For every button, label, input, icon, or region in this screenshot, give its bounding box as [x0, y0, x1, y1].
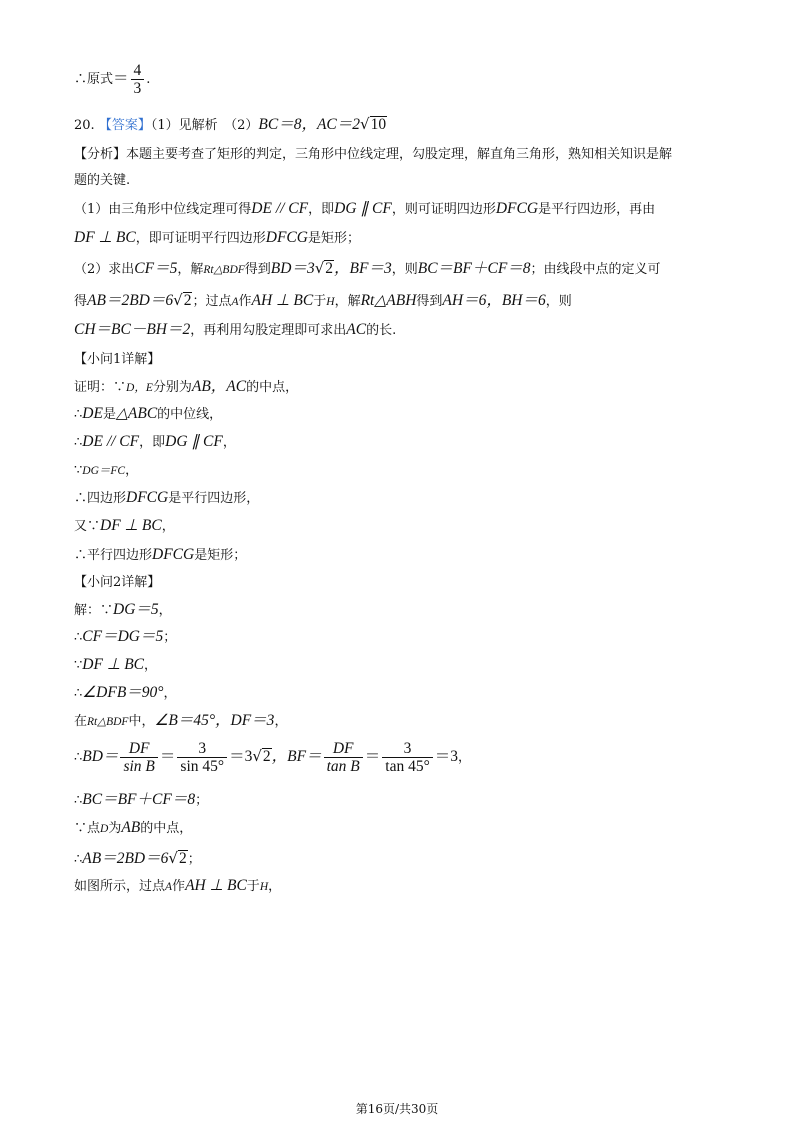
math: AB，AC — [191, 378, 247, 395]
math: BD＝3 — [270, 260, 315, 277]
math: BC＝BF＋CF＝8 — [82, 791, 196, 808]
sub2-line-1 — [74, 600, 172, 621]
math: DG ∥ CF — [334, 200, 392, 217]
part1-analysis-line-2 — [74, 228, 360, 249]
text: ∵点 — [74, 821, 101, 836]
text: 是矩形； — [307, 231, 360, 246]
sub1-line-4 — [74, 461, 138, 481]
result-fraction — [131, 62, 145, 97]
math: DE // CF — [251, 200, 309, 217]
fraction-numerator: DF — [128, 740, 150, 757]
math: ，BF＝ — [271, 748, 322, 765]
text: ， — [163, 686, 177, 701]
math: Rt△ABH — [360, 292, 417, 309]
math: CH＝BC－BH＝2 — [74, 321, 191, 338]
text: ，即可证明平行四边形 — [135, 231, 266, 246]
sub1-line-6 — [74, 516, 175, 537]
answer-text: （1）见解析 （2） — [150, 118, 259, 133]
text: ， — [222, 435, 236, 450]
text: ，则 — [391, 262, 418, 277]
text: 又∵ — [74, 519, 101, 534]
text: 证明：∵ — [74, 380, 127, 395]
text: ，再利用勾股定理即可求出 — [190, 323, 347, 338]
math: CF＝5 — [134, 260, 178, 277]
text: ， — [458, 750, 472, 765]
text: （1）由三角形中位线定理可得 — [74, 202, 252, 217]
math: DF ⊥ BC — [82, 656, 145, 673]
text: ；过点 — [192, 294, 232, 309]
sub2-line-4 — [74, 683, 177, 704]
answer-tag: 【答案】 — [98, 118, 151, 133]
fraction-numerator: 4 — [133, 62, 142, 79]
sqrt-value: 2 — [183, 292, 192, 309]
text: 作 — [238, 294, 252, 309]
sub2-title: 【小问2详解】 — [74, 575, 161, 590]
sub2-line-8 — [74, 818, 192, 839]
sub1-line-7 — [74, 545, 246, 566]
text: ， — [274, 714, 288, 729]
text: ∴四边形 — [74, 491, 127, 506]
text: ∴平行四边形 — [74, 548, 153, 563]
math: DF ⊥ BC — [74, 229, 136, 246]
text: ， — [125, 463, 139, 478]
text: ∴ — [74, 750, 83, 765]
math: H — [259, 881, 269, 893]
text: ∵ — [74, 658, 83, 673]
sqrt-icon: √ — [252, 747, 262, 765]
analysis-line-2: 题的关键. — [74, 173, 131, 188]
fraction — [120, 740, 157, 775]
fraction-denominator: tan 45° — [382, 757, 433, 775]
text: ∴ — [74, 435, 83, 450]
math: ＝3 — [434, 748, 459, 765]
text: 得到 — [244, 262, 271, 277]
text: 中， — [128, 714, 155, 729]
math: ∠DFB＝90° — [82, 684, 164, 701]
math: ＝3 — [229, 748, 253, 765]
math: BD＝ — [82, 748, 119, 765]
sqrt-value: 2 — [262, 748, 271, 765]
text: 解：∵ — [74, 603, 114, 618]
text: 的中位线， — [157, 407, 223, 422]
text: ，则 — [545, 294, 572, 309]
math: Rt△BDF — [203, 264, 245, 276]
text: 的长. — [366, 323, 397, 338]
result-label: ∴原式 — [74, 72, 114, 87]
fraction-denominator: sin 45° — [177, 757, 227, 775]
text: ，即 — [139, 435, 166, 450]
sub1-line-2 — [74, 404, 222, 425]
sub2-line-7 — [74, 790, 208, 811]
sub2-line-3 — [74, 655, 157, 676]
math: ，BF＝3 — [334, 260, 392, 277]
answer-math: BC＝8，AC＝2 — [258, 116, 361, 133]
text: ∴ — [74, 686, 83, 701]
math: DFCG — [265, 229, 308, 246]
sub1-line-5 — [74, 488, 259, 509]
math: CF＝DG＝5 — [82, 628, 164, 645]
text: 如图所示，过点 — [74, 879, 166, 894]
math: D，E — [126, 382, 153, 394]
math: DFCG — [126, 489, 169, 506]
text: ，解 — [334, 294, 361, 309]
math: AH ⊥ BC — [185, 877, 247, 894]
fraction-numerator: DF — [332, 740, 354, 757]
text: 是矩形； — [194, 548, 247, 563]
text: ， — [144, 658, 158, 673]
sqrt-value: 2 — [178, 850, 187, 867]
math: H — [326, 296, 335, 308]
text: ； — [195, 793, 209, 808]
text: ∴ — [74, 852, 83, 867]
text: ，则可证明四边形 — [391, 202, 496, 217]
math: △ABC — [115, 405, 158, 422]
fraction-numerator: 3 — [403, 740, 412, 757]
text: 是 — [102, 407, 116, 422]
sub2-line-9 — [74, 848, 201, 870]
text: ；由线段中点的定义可 — [530, 262, 661, 277]
text: 于 — [313, 294, 327, 309]
sqrt-value: 2 — [325, 260, 334, 277]
text: ∴ — [74, 630, 83, 645]
part1-analysis-line-1 — [74, 199, 655, 220]
fraction-denominator: sin B — [120, 757, 157, 775]
math: AB＝2BD＝6 — [87, 292, 174, 309]
sub1-line-3 — [74, 432, 236, 453]
math: A — [165, 881, 173, 893]
text: 是平行四边形，再由 — [538, 202, 656, 217]
text: 是平行四边形， — [168, 491, 260, 506]
text: 得 — [74, 294, 88, 309]
math: DF ⊥ BC — [100, 517, 162, 534]
math: DFCG — [152, 546, 195, 563]
math: D — [100, 823, 109, 835]
text: 得到 — [416, 294, 443, 309]
text: ， — [158, 603, 172, 618]
page-footer: 第16页/共30页 — [355, 1102, 439, 1116]
sqrt-icon: √ — [314, 259, 325, 277]
part2-analysis-line-1 — [74, 258, 661, 280]
text: ； — [187, 852, 201, 867]
math: AC — [346, 321, 367, 338]
text: 为 — [108, 821, 122, 836]
fraction-denominator: tan B — [324, 757, 363, 775]
sqrt-icon: √ — [360, 115, 370, 133]
text: ； — [163, 630, 177, 645]
math: AB＝2BD＝6 — [82, 850, 169, 867]
math: AH ⊥ BC — [251, 292, 314, 309]
text: （2）求出 — [74, 262, 135, 277]
fraction — [177, 740, 227, 775]
fraction — [324, 740, 363, 775]
text: ∴ — [74, 407, 83, 422]
sub2-line-5 — [74, 711, 287, 732]
fraction-numerator: 3 — [198, 740, 207, 757]
math: Rt△BDF — [87, 716, 129, 728]
math: A — [231, 296, 239, 308]
math: DG＝FC — [82, 465, 126, 477]
sqrt-icon: √ — [168, 849, 178, 867]
text: 的中点， — [140, 821, 193, 836]
question-number: 20. — [74, 118, 95, 133]
math: DE — [82, 405, 103, 422]
result-line: ∴原式＝ $\frac{4}{3}$ . — [74, 62, 151, 97]
math: DE // CF — [82, 433, 140, 450]
analysis-line-1: 【分析】本题主要考查了矩形的判定，三角形中位线定理，勾股定理，解直角三角形，熟知相关知识是解 — [74, 147, 673, 162]
text: 于 — [246, 879, 260, 894]
text: ∴ — [74, 793, 83, 808]
math: AH＝6，BH＝6 — [442, 292, 546, 309]
sub1-line-1 — [74, 377, 298, 398]
answer-sqrt-value: 10 — [370, 116, 387, 133]
math: ∠B＝45°，DF＝3 — [154, 712, 275, 729]
text: 分别为 — [152, 380, 192, 395]
text: ， — [161, 519, 175, 534]
math: DFCG — [495, 200, 539, 217]
text: ，解 — [177, 262, 204, 277]
math: AB — [121, 819, 141, 836]
part2-analysis-line-2 — [74, 290, 572, 312]
fraction-denominator: 3 — [131, 79, 145, 97]
fraction — [382, 740, 433, 775]
math: DG＝5 — [113, 601, 159, 618]
text: ∵ — [74, 463, 83, 478]
text: ，即 — [308, 202, 335, 217]
q20-answer-line — [74, 114, 387, 136]
sub1-title: 【小问1详解】 — [74, 352, 161, 367]
sub2-line-2 — [74, 627, 176, 648]
text: 在 — [74, 714, 88, 729]
sub2-line-6: ∴BD＝ $\frac{DF}{\text{sin B}}$ ＝ $\frac{3}{\sin 45^\circ}$ ＝3√2，BF＝ $\frac{DF}{\text{tan B}}$ ＝ $\frac{3}{\tan 45^\circ}$ ＝3， — [74, 740, 472, 775]
text: 作 — [172, 879, 186, 894]
part2-analysis-line-3 — [74, 320, 396, 341]
math: BC＝BF＋CF＝8 — [417, 260, 531, 277]
sqrt-icon: √ — [173, 291, 183, 309]
text: 的中点， — [246, 380, 299, 395]
math: DG ∥ CF — [165, 433, 223, 450]
text: ， — [268, 879, 282, 894]
sub2-line-10 — [74, 876, 281, 897]
